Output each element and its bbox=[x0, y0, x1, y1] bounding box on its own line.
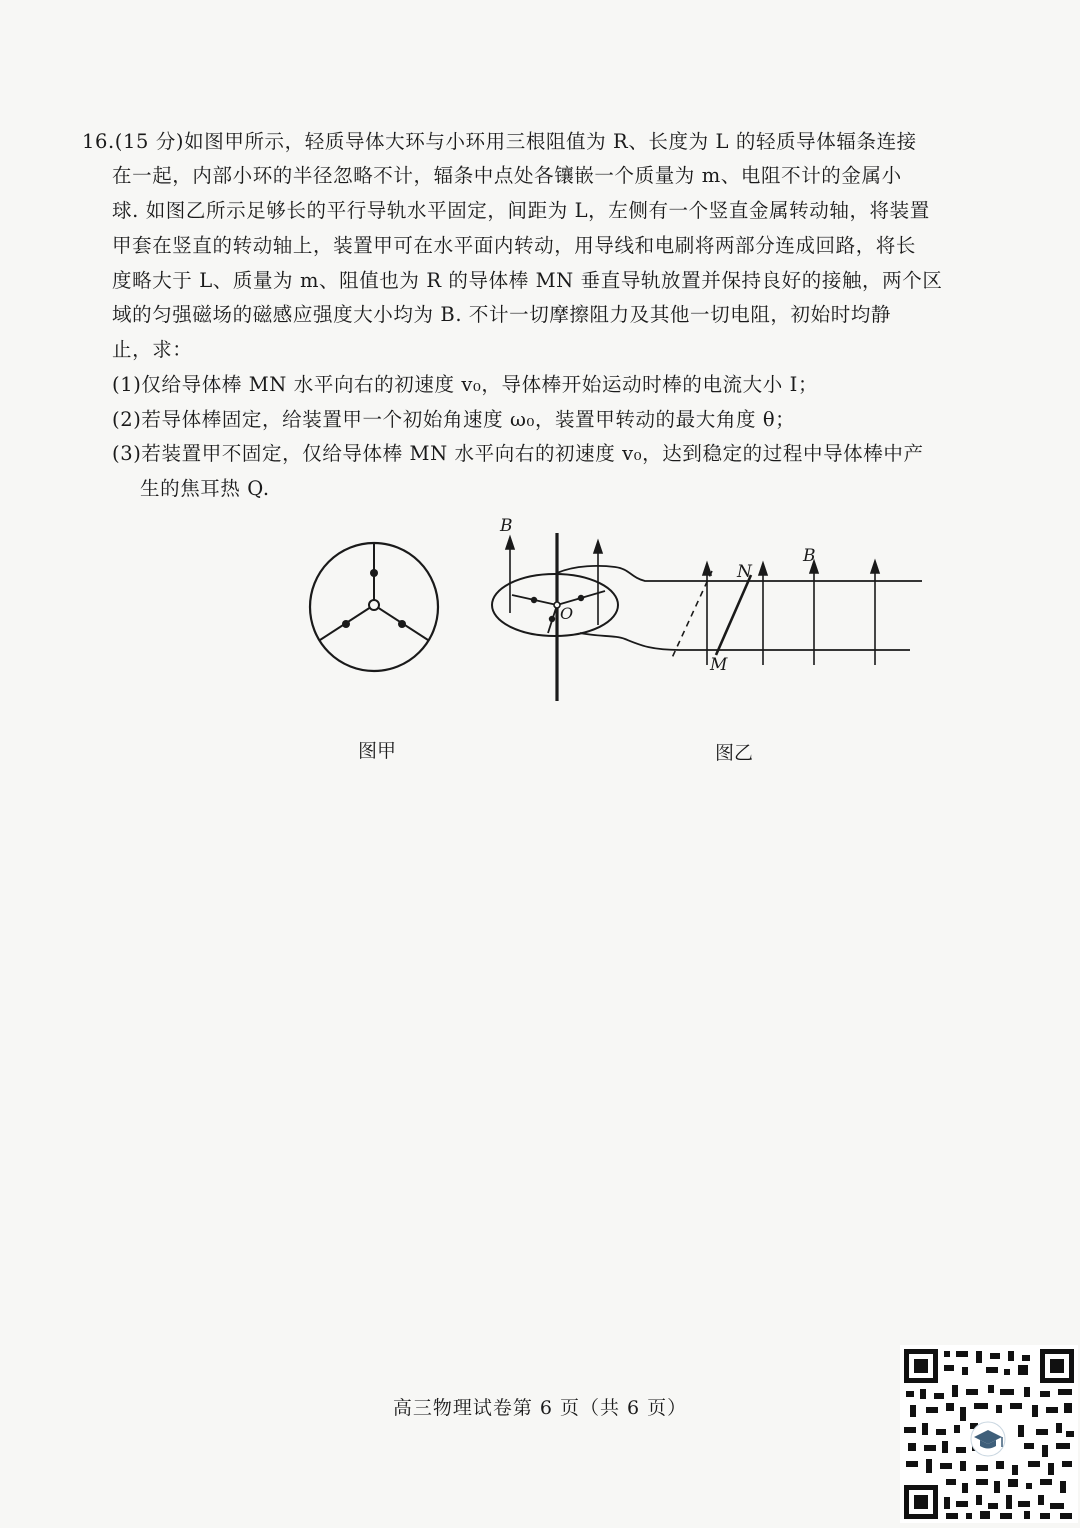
label-B-left: B bbox=[500, 516, 513, 536]
figure-jia bbox=[300, 535, 450, 685]
ball-left bbox=[342, 620, 350, 628]
sub-question-1: (1)仅给导体棒 MN 水平向右的初速度 v₀，导体棒开始运动时棒的电流大小 I； bbox=[112, 373, 819, 396]
question-line-4: 甲套在竖直的转动轴上，装置甲可在水平面内转动，用导线和电刷将两部分连成回路，将长 bbox=[112, 234, 917, 257]
sub-question-3: (3)若装置甲不固定，仅给导体棒 MN 水平向右的初速度 v₀，达到稳定的过程中导体棒中产 bbox=[112, 442, 924, 465]
question-line-5: 度略大于 L、质量为 m、阻值也为 R 的导体棒 MN 垂直导轨放置并保持良好的接触，两个区 bbox=[112, 269, 943, 292]
qr-code-icon bbox=[900, 1345, 1078, 1523]
question-line-6: 域的匀强磁场的磁感应强度大小均为 B. 不计一切摩擦阻力及其他一切电阻，初始时均静 bbox=[112, 303, 892, 326]
question-line-2: 在一起，内部小环的半径忽略不计，辐条中点处各镶嵌一个质量为 m、电阻不计的金属小 bbox=[112, 164, 902, 187]
inner-ring bbox=[369, 600, 379, 610]
label-N: N bbox=[737, 562, 752, 582]
page-footer: 高三物理试卷第 6 页（共 6 页） bbox=[392, 1397, 688, 1419]
label-O: O bbox=[560, 604, 574, 623]
ball-top bbox=[370, 569, 378, 577]
sub-question-3-cont: 生的焦耳热 Q. bbox=[140, 477, 270, 500]
figure-jia-caption: 图甲 bbox=[358, 740, 397, 762]
question-line-1: 16.(15 分)如图甲所示，轻质导体大环与小环用三根阻值为 R、长度为 L 的轻质导体辐条连接 bbox=[82, 130, 917, 153]
figure-yi-caption: 图乙 bbox=[715, 742, 754, 764]
label-B-right: B bbox=[803, 546, 816, 566]
ball-right bbox=[398, 620, 406, 628]
label-M: M bbox=[710, 655, 728, 675]
question-line-7: 止，求： bbox=[112, 338, 193, 361]
sub-question-2: (2)若导体棒固定，给装置甲一个初始角速度 ω₀，装置甲转动的最大角度 θ； bbox=[112, 408, 796, 431]
rod-MN bbox=[716, 575, 751, 655]
figure-yi bbox=[480, 505, 930, 710]
wire-bottom bbox=[580, 633, 910, 650]
field-boundary bbox=[671, 571, 712, 660]
question-line-3: 球. 如图乙所示足够长的平行导轨水平固定，间距为 L，左侧有一个竖直金属转动轴，将装置 bbox=[112, 199, 930, 222]
